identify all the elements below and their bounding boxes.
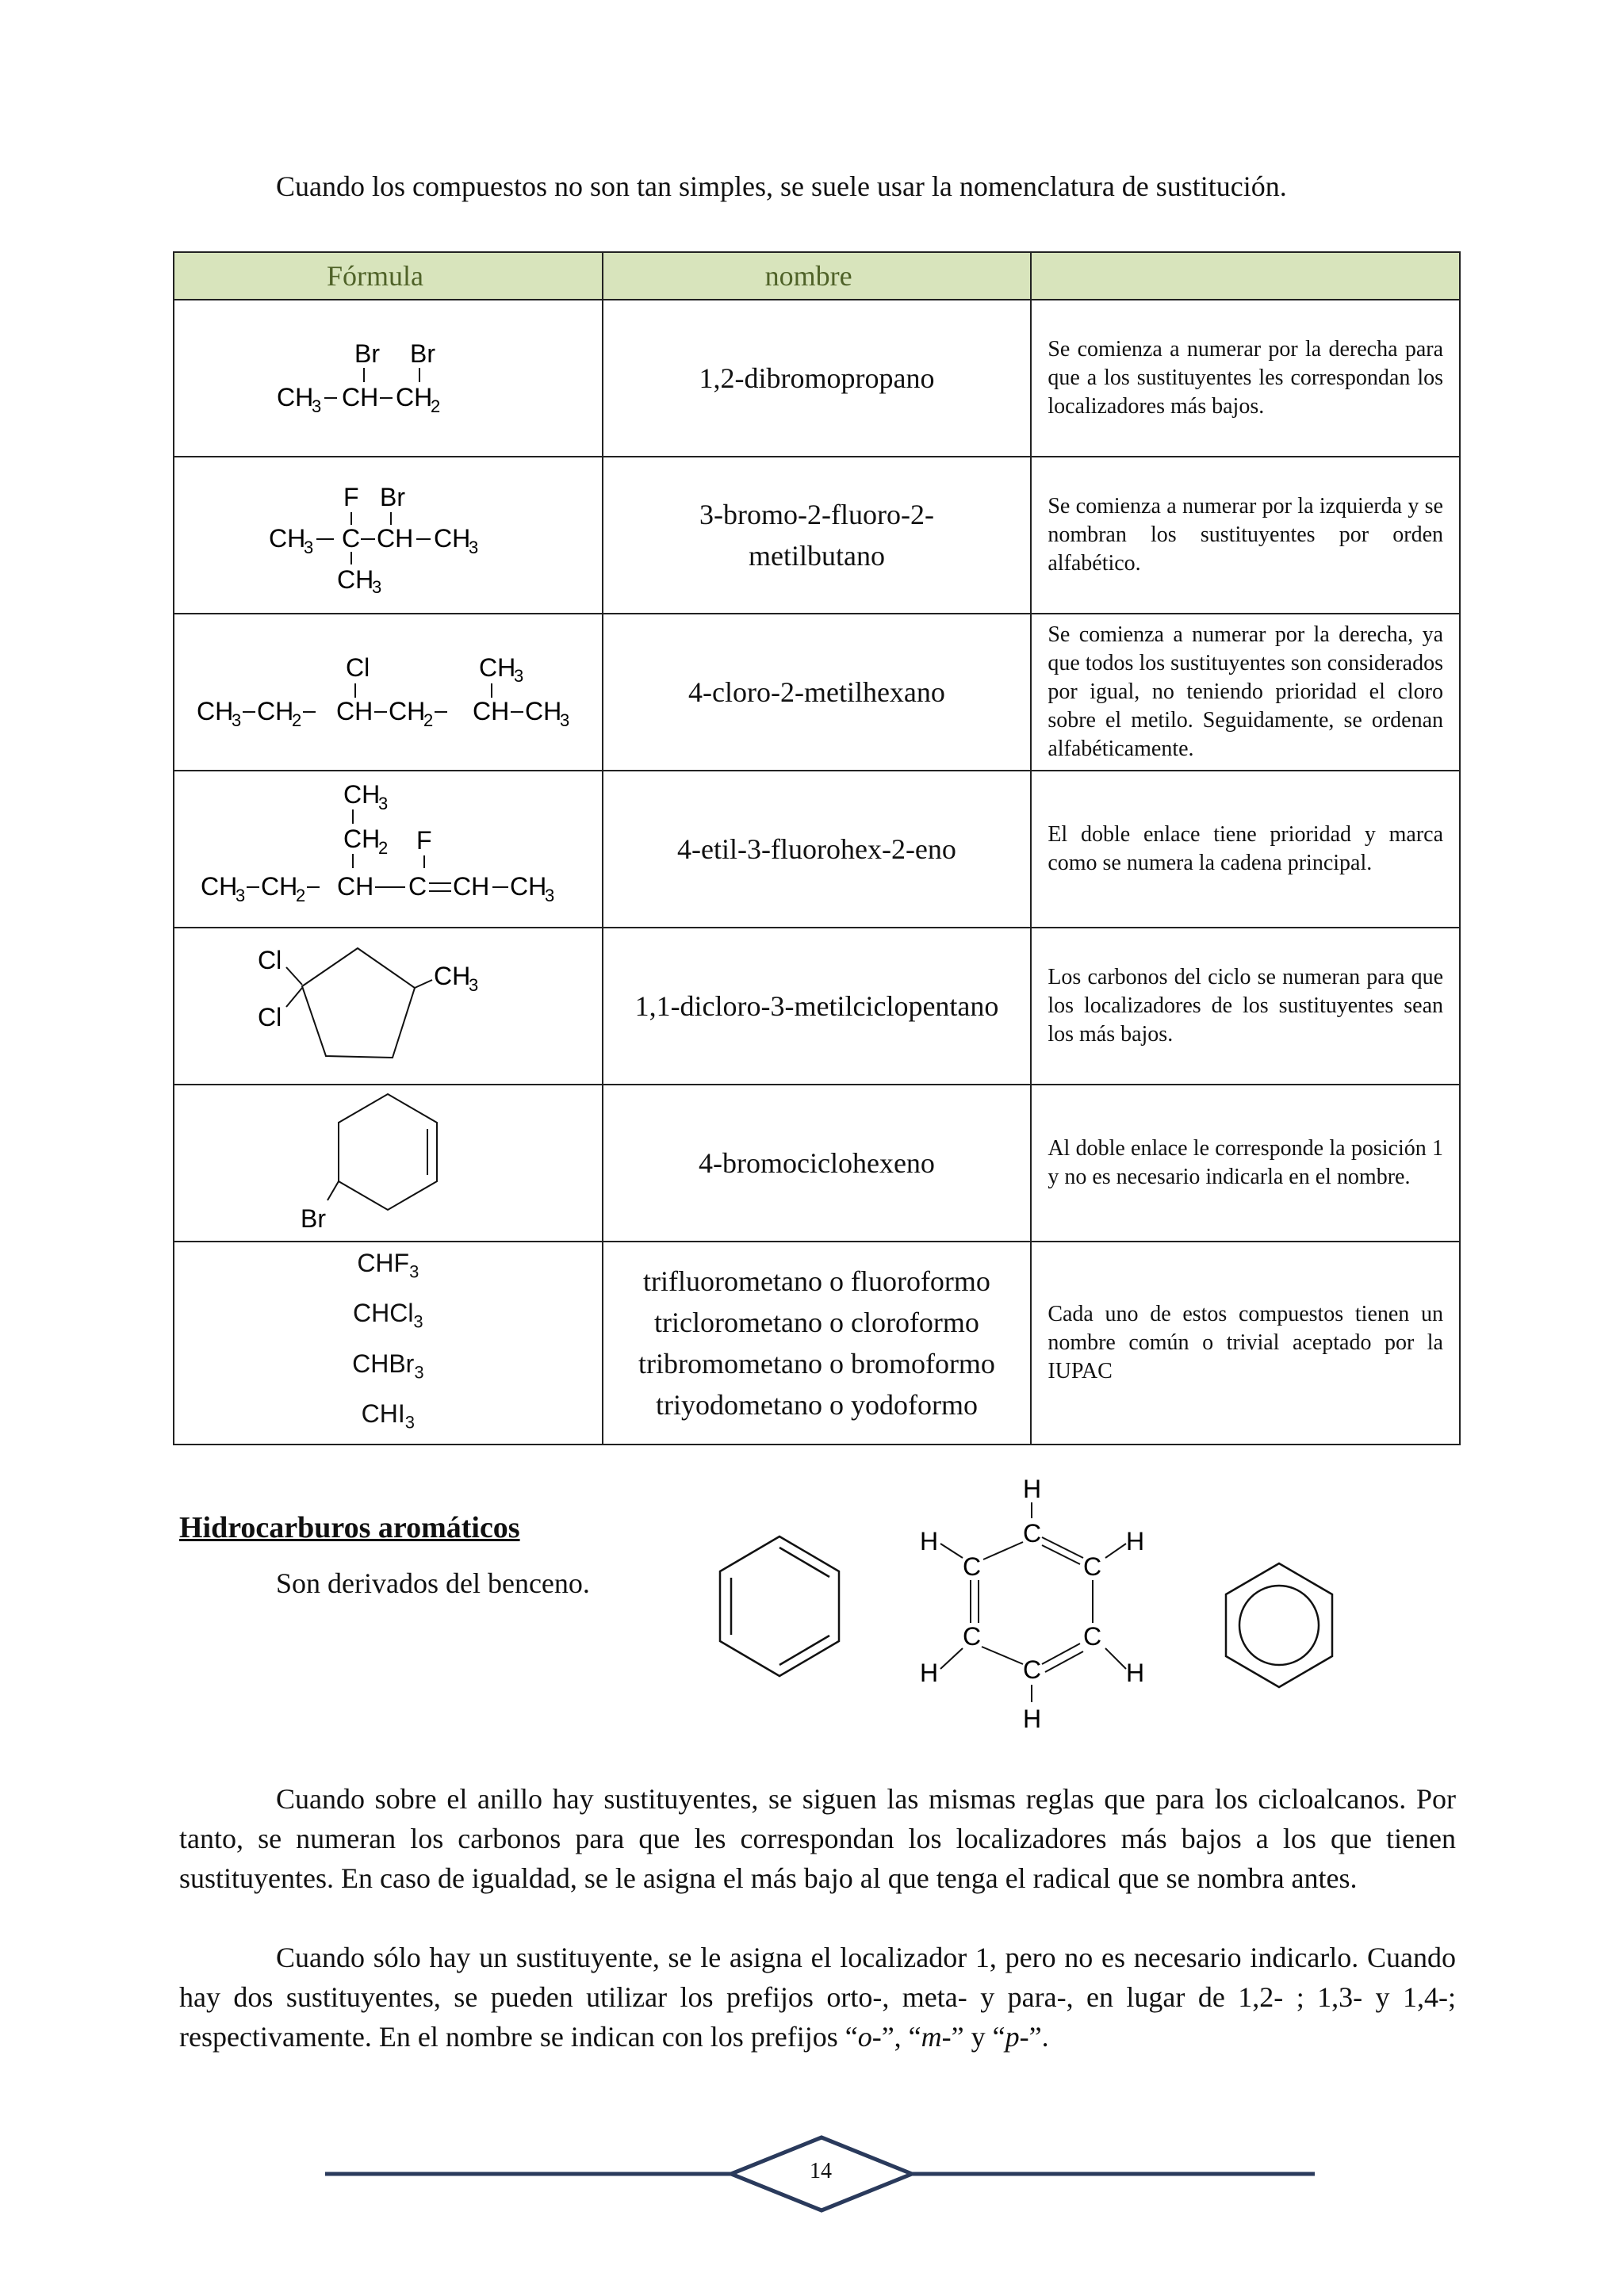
ethylfluorohexene-structure — [197, 778, 578, 920]
paragraph: Cuando sólo hay un sustituyente, se le asigna el localizador 1, pero no es necesario indicarlo. Cuando hay dos sustituyentes, se pueden utilizar los prefijos orto-, meta- y para-, en lugar de 1,2- ; 1,3- y 1,4-; respectivamente. En el nombre se indican con los prefijos “o-”, “m-” y “p-”. — [179, 1942, 1456, 2053]
svg-text:H: H — [1126, 1659, 1145, 1687]
name-cell: 1,2-dibromopropano — [603, 300, 1032, 457]
nomenclature-table — [173, 251, 1461, 1445]
svg-text:2: 2 — [296, 886, 306, 905]
formula-cell — [174, 771, 603, 928]
svg-text:Br: Br — [410, 339, 436, 368]
svg-text:CH: CH — [453, 872, 490, 901]
name-line: triyodometano o yodoformo — [656, 1388, 978, 1421]
svg-text:H: H — [1023, 1705, 1042, 1733]
haloform-formula: $CHF_3$ — [357, 1249, 419, 1282]
svg-text:CH: CH — [336, 697, 373, 725]
svg-text:F: F — [416, 826, 432, 855]
svg-text:Cl: Cl — [346, 653, 370, 682]
svg-text:H: H — [920, 1659, 939, 1687]
name-line: 3-bromo-2-fluoro-2- — [699, 499, 934, 530]
svg-text:C: C — [963, 1622, 982, 1651]
page-number: 14 — [810, 2159, 832, 2183]
haloform-formula: $CHI_3$ — [361, 1399, 415, 1433]
dibromopropane-structure — [269, 335, 507, 422]
svg-text:CH: CH — [201, 872, 238, 901]
note-cell: Se comienza a numerar por la izquierda y se nombran los sustituyentes por orden alfabético. — [1031, 457, 1460, 614]
note-cell: Los carbonos del ciclo se numeran para que los localizadores de los sustituyentes sean los más bajos. — [1031, 928, 1460, 1085]
svg-text:C: C — [1083, 1552, 1102, 1581]
bromofluoromethylbutane-structure — [261, 476, 515, 595]
svg-text:3: 3 — [312, 396, 322, 416]
svg-text:CH: CH — [337, 872, 374, 901]
haloform-formula: CHBr$_3$ — [352, 1349, 424, 1383]
haloform-formula: CHCl$_3$ — [352, 1299, 423, 1332]
name-cell: 4-bromociclohexeno — [603, 1085, 1032, 1242]
svg-text:3: 3 — [304, 538, 314, 557]
svg-text:C: C — [408, 872, 427, 901]
chloromethylhexane-structure — [193, 649, 582, 736]
svg-text:CH: CH — [479, 653, 516, 682]
svg-text:Br: Br — [354, 339, 381, 368]
paragraph: Cuando sobre el anillo hay sustituyentes, se siguen las mismas reglas que para los cicloalcanos. Por tanto, se numeran los carbonos para que les correspondan los localizadores más bajos a los que tienen sustituyentes. En caso de igualdad, se le asigna el más bajo al que tenga el radical que se nombra antes. — [179, 1783, 1456, 1894]
svg-text:CH: CH — [377, 524, 414, 553]
svg-text:CH: CH — [343, 825, 381, 853]
svg-text:CH: CH — [261, 872, 298, 901]
svg-text:3: 3 — [514, 666, 524, 686]
header-formula: Fórmula — [174, 252, 603, 300]
svg-text:2: 2 — [292, 710, 302, 730]
svg-text:C: C — [1083, 1622, 1102, 1651]
svg-text:CH: CH — [473, 697, 510, 725]
formula-cell — [174, 1242, 603, 1445]
name-line: trifluorometano o fluoroformo — [643, 1265, 990, 1297]
svg-text:H: H — [920, 1527, 939, 1556]
svg-text:C: C — [963, 1552, 982, 1581]
name-line: triclorometano o cloroformo — [654, 1306, 979, 1338]
note-cell: Se comienza a numerar por la derecha para que a los sustituyentes les correspondan los localizadores más bajos. — [1031, 300, 1460, 457]
svg-text:Cl: Cl — [258, 946, 282, 974]
name-line: metilbutano — [749, 540, 885, 572]
svg-text:H: H — [1126, 1527, 1145, 1556]
header-name: nombre — [603, 252, 1032, 300]
svg-text:2: 2 — [423, 710, 434, 730]
svg-text:3: 3 — [378, 794, 389, 813]
benzene-kekule-structure — [712, 1532, 847, 1682]
svg-text:CH: CH — [434, 524, 471, 553]
section-subtitle: Son derivados del benceno. — [276, 1567, 590, 1599]
svg-text:Br: Br — [380, 483, 406, 511]
table-row — [174, 1242, 1460, 1445]
svg-text:H: H — [1023, 1475, 1042, 1503]
table-row — [174, 614, 1460, 771]
svg-text:CH: CH — [434, 962, 471, 990]
svg-text:2: 2 — [378, 838, 389, 858]
dichloromethylcyclopentane-structure — [253, 939, 523, 1073]
svg-text:3: 3 — [232, 710, 242, 730]
intro-text: Cuando los compuestos no son tan simples, se suele usar la nomenclatura de sustitución. — [276, 170, 1287, 202]
bromocyclohexene-structure — [269, 1088, 507, 1238]
table-row — [174, 1085, 1460, 1242]
svg-text:C: C — [1023, 1519, 1042, 1548]
name-cell: 4-cloro-2-metilhexano — [603, 614, 1032, 771]
note-cell: Cada uno de estos compuestos tienen un nombre común o trivial aceptado por la IUPAC — [1031, 1242, 1460, 1445]
svg-text:CH: CH — [525, 697, 562, 725]
benzene-circle-structure — [1220, 1560, 1339, 1695]
svg-text:2: 2 — [431, 396, 441, 416]
formula-cell — [174, 300, 603, 457]
section-title: Hidrocarburos aromáticos — [179, 1511, 520, 1544]
svg-text:3: 3 — [469, 538, 479, 557]
svg-text:Br: Br — [301, 1204, 327, 1233]
note-cell: El doble enlace tiene prioridad y marca como se numera la cadena principal. — [1031, 771, 1460, 928]
note-cell: Al doble enlace le corresponde la posición 1 y no es necesario indicarla en el nombre. — [1031, 1085, 1460, 1242]
table-header-row — [174, 252, 1460, 300]
svg-text:CH: CH — [269, 524, 306, 553]
name-cell — [603, 1242, 1032, 1445]
svg-text:F: F — [343, 483, 359, 511]
svg-text:3: 3 — [560, 710, 570, 730]
svg-text:CH: CH — [277, 383, 314, 411]
name-cell: 1,1-dicloro-3-metilciclopentano — [603, 928, 1032, 1085]
table-row — [174, 300, 1460, 457]
name-line: tribromometano o bromoformo — [638, 1347, 995, 1380]
svg-text:3: 3 — [545, 886, 555, 905]
benzene-atoms-structure — [912, 1471, 1166, 1740]
formula-cell — [174, 457, 603, 614]
formula-cell — [174, 1085, 603, 1242]
svg-text:CH: CH — [197, 697, 234, 725]
name-cell — [603, 457, 1032, 614]
name-cell: 4-etil-3-fluorohex-2-eno — [603, 771, 1032, 928]
table-row — [174, 928, 1460, 1085]
svg-text:CH: CH — [396, 383, 433, 411]
table-row — [174, 771, 1460, 928]
svg-text:3: 3 — [236, 886, 246, 905]
svg-text:CH: CH — [389, 697, 426, 725]
svg-text:3: 3 — [372, 577, 382, 595]
table-row — [174, 457, 1460, 614]
svg-text:CH: CH — [257, 697, 294, 725]
svg-text:3: 3 — [469, 975, 479, 995]
note-cell: Se comienza a numerar por la derecha, ya que todos los sustituyentes son considerados por igual, no teniendo prioridad el cloro sobre el metilo. Seguidamente, se ordenan alfabéticamente. — [1031, 614, 1460, 771]
svg-text:Cl: Cl — [258, 1003, 282, 1031]
svg-text:C: C — [342, 524, 361, 553]
formula-cell — [174, 928, 603, 1085]
svg-text:CH: CH — [510, 872, 547, 901]
svg-text:CH: CH — [343, 780, 381, 809]
header-notes — [1031, 252, 1460, 300]
svg-text:CH: CH — [337, 565, 374, 594]
formula-cell — [174, 614, 603, 771]
svg-text:C: C — [1023, 1655, 1042, 1684]
svg-text:CH: CH — [342, 383, 379, 411]
